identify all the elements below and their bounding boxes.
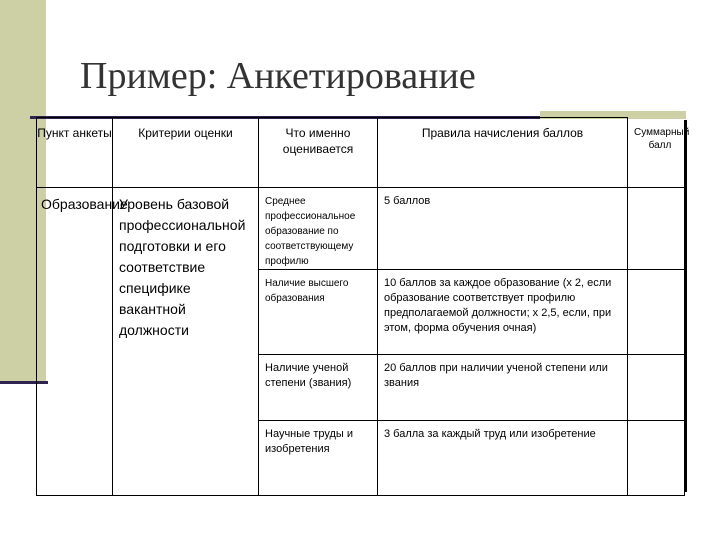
table-right-border — [684, 120, 687, 492]
sum-cell — [628, 421, 685, 496]
what-cell: Среднее профессиональное образование по соответствующему профилю — [259, 188, 378, 270]
rule-cell: 10 баллов за каждое образование (х 2, если образование соответствует профилю предполагаемой должности; х 2,5, если, при этом, форма обучения очная) — [378, 270, 628, 355]
rule-cell: 20 баллов при наличии ученой степени или звания — [378, 355, 628, 421]
sum-cell — [628, 270, 685, 355]
header-criterion: Критерии оценки — [113, 118, 259, 188]
header-item: Пункт анкеты — [37, 118, 113, 188]
what-cell: Научные труды и изобретения — [259, 421, 378, 496]
slide-title: Пример: Анкетирование — [80, 55, 476, 97]
item-cell: Образование — [37, 188, 113, 496]
criterion-cell: Уровень базовой профессиональной подготовки и его соответствие специфике вакантной должности — [113, 188, 259, 496]
sum-cell — [628, 188, 685, 270]
table-header-row — [37, 118, 685, 188]
rule-cell: 3 балла за каждый труд или изобретение — [378, 421, 628, 496]
sum-cell — [628, 355, 685, 421]
what-cell: Наличие ученой степени (звания) — [259, 355, 378, 421]
what-cell: Наличие высшего образования — [259, 270, 378, 355]
table-row — [37, 188, 685, 270]
header-what: Что именно оценивается — [259, 118, 378, 188]
assessment-table — [36, 117, 690, 496]
header-sum: Суммарный балл — [634, 127, 690, 151]
header-rules: Правила начисления баллов — [378, 118, 628, 188]
rule-cell: 5 баллов — [378, 188, 628, 270]
